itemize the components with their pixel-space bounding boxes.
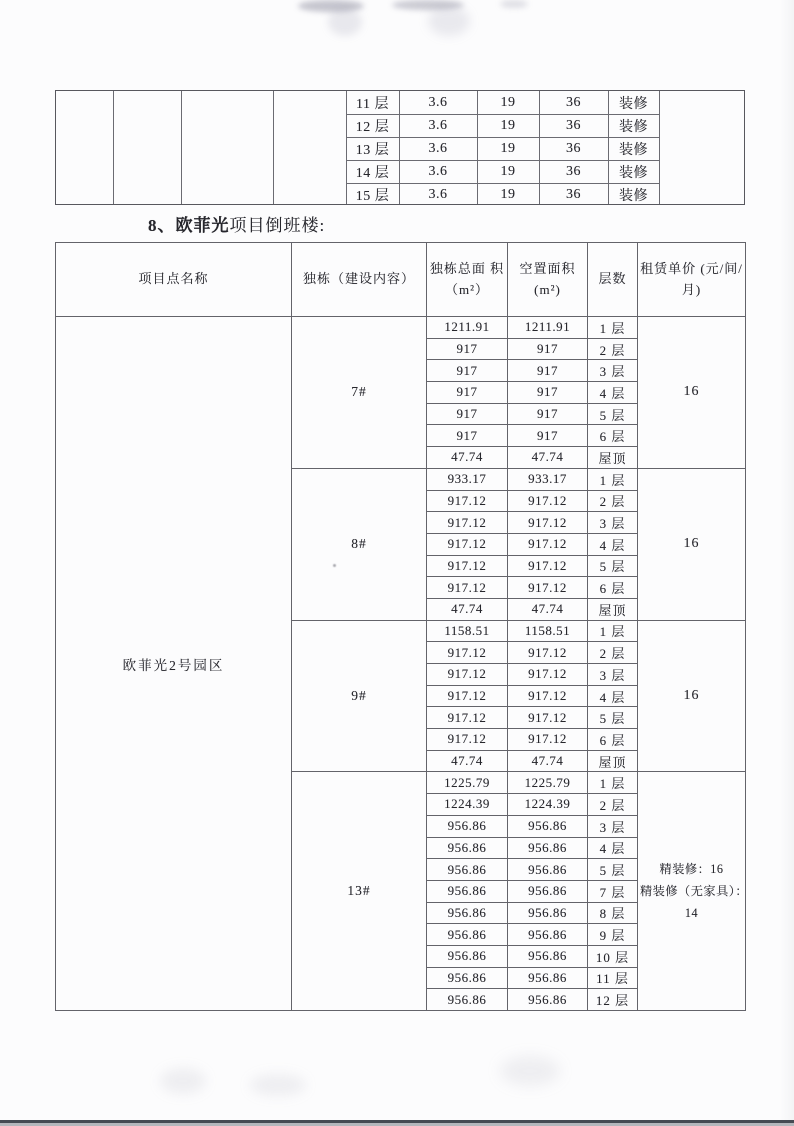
rent-price-line: 14 (684, 906, 699, 921)
header-cell: 空置面积 (m²) (508, 243, 588, 317)
area-total-cell: 917 (427, 360, 508, 382)
area-total-cell: 1211.91 (427, 317, 508, 339)
page-edge-shade (780, 0, 794, 1126)
floor-cell: 屋顶 (588, 750, 638, 772)
rent-price-cell: 16 (638, 468, 746, 620)
area-total-cell: 917 (427, 403, 508, 425)
area-total-cell: 917.12 (427, 642, 508, 664)
project-name-cell: 欧菲光2号园区 (56, 317, 292, 1011)
area-vacant-cell: 917.12 (508, 577, 588, 599)
area-vacant-cell: 47.74 (508, 598, 588, 620)
value-cell: 19 (500, 117, 516, 133)
floor-cell: 15 层 (355, 188, 390, 204)
header-cell: 层数 (588, 243, 638, 317)
floor-cell: 3 层 (588, 360, 638, 382)
area-total-cell: 917 (427, 382, 508, 404)
floor-cell: 3 层 (588, 815, 638, 837)
table-header-row (56, 243, 746, 317)
area-vacant-cell: 917 (508, 403, 588, 425)
area-total-cell: 956.86 (427, 945, 508, 967)
floor-cell: 2 层 (588, 338, 638, 360)
area-total-cell: 956.86 (427, 924, 508, 946)
area-total-cell: 47.74 (427, 447, 508, 469)
table-vertical-line (113, 91, 114, 204)
rent-price-line: 精装修（无家具）： (640, 884, 749, 899)
rent-price-line: 精装修：16 (659, 862, 724, 877)
status-cell: 装修 (619, 96, 648, 112)
height-cell: 3.6 (428, 140, 448, 156)
building-cell: 7# (292, 317, 427, 469)
floor-cell: 2 层 (588, 794, 638, 816)
scan-smudge (392, 0, 464, 10)
building-cell: 9# (292, 620, 427, 772)
value-cell: 36 (566, 94, 581, 110)
floor-cell: 3 层 (588, 512, 638, 534)
floor-cell: 屋顶 (588, 598, 638, 620)
area-vacant-cell: 956.86 (508, 837, 588, 859)
area-total-cell: 917.12 (427, 555, 508, 577)
value-cell: 36 (566, 186, 581, 202)
table-head (56, 243, 746, 317)
floor-cell: 2 层 (588, 490, 638, 512)
floor-cell: 7 层 (588, 880, 638, 902)
area-vacant-cell: 917.12 (508, 490, 588, 512)
area-total-cell: 1225.79 (427, 772, 508, 794)
area-total-cell: 917.12 (427, 685, 508, 707)
floor-cell: 4 层 (588, 533, 638, 555)
area-vacant-cell: 917.12 (508, 707, 588, 729)
table-vertical-line (181, 91, 182, 204)
area-vacant-cell: 917.12 (508, 729, 588, 751)
floor-cell: 8 层 (588, 902, 638, 924)
area-total-cell: 956.86 (427, 967, 508, 989)
area-vacant-cell: 917.12 (508, 555, 588, 577)
area-vacant-cell: 917.12 (508, 685, 588, 707)
floor-cell: 4 层 (588, 685, 638, 707)
floor-cell: 12 层 (355, 119, 390, 135)
area-vacant-cell: 956.86 (508, 859, 588, 881)
section-heading (148, 211, 325, 236)
floor-cell: 6 层 (588, 577, 638, 599)
header-cell: 独栋（建设内容） (292, 243, 427, 317)
floor-cell: 2 层 (588, 642, 638, 664)
scan-smudge (160, 1068, 206, 1094)
value-cell: 36 (566, 140, 581, 156)
area-vacant-cell: 1225.79 (508, 772, 588, 794)
floor-cell: 5 层 (588, 555, 638, 577)
height-cell: 3.6 (428, 163, 448, 179)
header-cell: 独栋总面 积（m²） (427, 243, 508, 317)
area-vacant-cell: 956.86 (508, 902, 588, 924)
area-total-cell: 1158.51 (427, 620, 508, 642)
building-cell: 13# (292, 772, 427, 1011)
header-cell: 租赁单价 (元/间/月) (638, 243, 746, 317)
area-vacant-cell: 47.74 (508, 447, 588, 469)
area-total-cell: 917.12 (427, 533, 508, 555)
floor-cell: 1 层 (588, 620, 638, 642)
area-vacant-cell: 956.86 (508, 815, 588, 837)
value-cell: 19 (500, 140, 516, 156)
floor-cell: 3 层 (588, 664, 638, 686)
table-row (56, 317, 746, 339)
building-cell: 8# (292, 468, 427, 620)
scan-smudge (500, 0, 528, 8)
floor-cell: 5 层 (588, 859, 638, 881)
area-total-cell: 956.86 (427, 989, 508, 1011)
floor-cell: 1 层 (588, 468, 638, 490)
status-cell: 装修 (619, 165, 648, 181)
floor-cell: 9 层 (588, 924, 638, 946)
area-total-cell: 1224.39 (427, 794, 508, 816)
area-vacant-cell: 956.86 (508, 967, 588, 989)
area-vacant-cell: 1158.51 (508, 620, 588, 642)
area-vacant-cell: 917 (508, 425, 588, 447)
area-total-cell: 917.12 (427, 729, 508, 751)
floor-cell: 5 层 (588, 707, 638, 729)
status-cell: 装修 (619, 119, 648, 135)
area-vacant-cell: 956.86 (508, 945, 588, 967)
area-vacant-cell: 956.86 (508, 924, 588, 946)
area-total-cell: 47.74 (427, 750, 508, 772)
area-total-cell: 47.74 (427, 598, 508, 620)
floor-cell: 屋顶 (588, 447, 638, 469)
area-total-cell: 956.86 (427, 902, 508, 924)
area-vacant-cell: 1211.91 (508, 317, 588, 339)
area-total-cell: 917.12 (427, 577, 508, 599)
area-total-cell: 917.12 (427, 707, 508, 729)
floor-cell: 14 层 (355, 165, 390, 181)
area-vacant-cell: 47.74 (508, 750, 588, 772)
value-cell: 19 (500, 186, 516, 202)
area-vacant-cell: 917.12 (508, 642, 588, 664)
floor-cell: 6 层 (588, 729, 638, 751)
area-vacant-cell: 956.86 (508, 989, 588, 1011)
area-vacant-cell: 1224.39 (508, 794, 588, 816)
section-heading-bold: 8、欧菲光 (148, 216, 230, 235)
area-vacant-cell: 956.86 (508, 880, 588, 902)
floor-cell: 6 层 (588, 425, 638, 447)
value-cell: 19 (500, 94, 516, 110)
area-vacant-cell: 917 (508, 360, 588, 382)
rent-price-cell: 16 (638, 317, 746, 469)
height-cell: 3.6 (428, 186, 448, 202)
floor-cell: 4 层 (588, 382, 638, 404)
scan-smudge (428, 6, 470, 36)
value-cell: 36 (566, 117, 581, 133)
floor-cell: 11 层 (588, 967, 638, 989)
value-cell: 19 (500, 163, 516, 179)
status-cell: 装修 (619, 188, 648, 204)
rent-price-cell (638, 772, 749, 1011)
table-vertical-line (273, 91, 274, 204)
section-heading-text: 项目倒班楼: (229, 216, 326, 235)
area-total-cell: 917.12 (427, 664, 508, 686)
area-total-cell: 917 (427, 425, 508, 447)
height-cell: 3.6 (428, 117, 448, 133)
floor-cell: 1 层 (588, 772, 638, 794)
header-cell: 项目点名称 (56, 243, 292, 317)
continued-floor-table (55, 90, 745, 205)
scan-smudge (298, 0, 364, 12)
scan-smudge (500, 1056, 560, 1086)
floor-cell: 12 层 (588, 989, 638, 1011)
area-total-cell: 917.12 (427, 490, 508, 512)
floor-cell: 13 层 (355, 142, 390, 158)
scan-smudge (328, 8, 362, 36)
area-total-cell: 917 (427, 338, 508, 360)
rent-price-cell: 16 (638, 620, 746, 772)
area-total-cell: 956.86 (427, 837, 508, 859)
area-total-cell: 917.12 (427, 512, 508, 534)
area-total-cell: 956.86 (427, 880, 508, 902)
value-cell: 36 (566, 163, 581, 179)
floor-cell: 1 层 (588, 317, 638, 339)
dormitory-table (55, 242, 749, 1011)
floor-cell: 4 层 (588, 837, 638, 859)
area-vacant-cell: 917.12 (508, 512, 588, 534)
status-cell: 装修 (619, 142, 648, 158)
area-vacant-cell: 917 (508, 382, 588, 404)
table-body (56, 317, 749, 1011)
area-total-cell: 933.17 (427, 468, 508, 490)
table-vertical-line (659, 91, 660, 204)
scan-smudge (250, 1074, 306, 1096)
area-total-cell: 956.86 (427, 859, 508, 881)
area-total-cell: 956.86 (427, 815, 508, 837)
floor-cell: 5 层 (588, 403, 638, 425)
area-vacant-cell: 917.12 (508, 664, 588, 686)
floor-cell: 10 层 (588, 945, 638, 967)
height-cell: 3.6 (428, 94, 448, 110)
area-vacant-cell: 917.12 (508, 533, 588, 555)
floor-cell: 11 层 (356, 96, 389, 112)
area-vacant-cell: 917 (508, 338, 588, 360)
area-vacant-cell: 933.17 (508, 468, 588, 490)
